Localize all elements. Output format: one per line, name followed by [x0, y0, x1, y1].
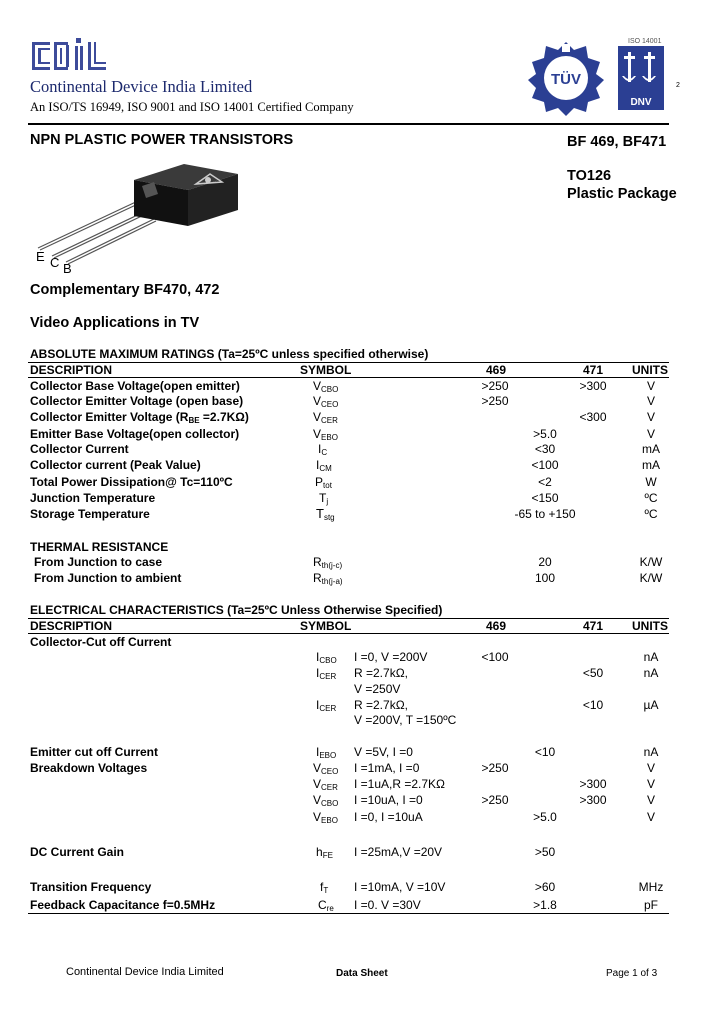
symbol-letter: T: [319, 491, 327, 505]
symbol-letter: V: [313, 761, 322, 775]
row-symbol: [316, 458, 332, 476]
row-symbol: [313, 571, 343, 589]
abs-max-rule-header: [28, 377, 669, 378]
thermal-heading: THERMAL RESISTANCE: [30, 540, 169, 554]
symbol-letter: P: [315, 475, 324, 489]
symbol-letter: V: [313, 427, 322, 441]
value-unit: V: [646, 394, 655, 408]
table-row: [30, 845, 124, 859]
table-row: [30, 442, 129, 456]
symbol-letter: I: [316, 698, 320, 712]
symbol-subscript: EBO: [321, 816, 338, 825]
iso-label: ISO 14001: [628, 38, 662, 45]
pin-label-e: E: [36, 249, 45, 264]
test-condition: I =0, I =10uA: [354, 810, 423, 824]
value-471: >300: [579, 793, 607, 807]
symbol-letter: h: [316, 845, 323, 859]
test-condition: I =1uA,R =2.7KΩ: [354, 777, 446, 791]
row-description: Collector Current: [30, 442, 129, 456]
symbol-letter: I: [316, 458, 320, 472]
symbol-subscript: C: [321, 448, 328, 457]
symbol-subscript: FE: [322, 851, 333, 860]
value-unit: V: [646, 810, 655, 824]
elec-col-471: 471: [583, 619, 604, 633]
symbol-subscript: CBO: [321, 799, 339, 808]
test-condition: I =10uA, I =0: [354, 793, 423, 807]
table-row: [34, 571, 181, 585]
abs-col-471: 471: [583, 363, 604, 377]
table-row: [34, 555, 162, 569]
value-shared: <100: [531, 458, 559, 472]
test-condition: R =2.7kΩ,: [354, 666, 408, 680]
symbol-subscript: re: [326, 904, 334, 913]
value-471: <50: [582, 666, 604, 680]
value-unit: K/W: [639, 555, 663, 569]
value-shared: <30: [534, 442, 556, 456]
elec-col-units: UNITS: [632, 619, 668, 633]
elec-col-469: 469: [486, 619, 507, 633]
value-shared: -65 to +150: [514, 507, 576, 521]
table-row: [30, 745, 158, 759]
value-unit: MHz: [638, 880, 664, 894]
row-description: From Junction to ambient: [34, 571, 182, 585]
value-unit: mA: [642, 442, 660, 456]
row-description: Collector Emitter Voltage (open base): [30, 394, 244, 408]
marks-index: 2: [676, 82, 680, 89]
test-condition: R =2.7kΩ,: [354, 698, 408, 712]
value-unit: V: [646, 761, 655, 775]
test-condition: I =10mA, V =10V: [354, 880, 446, 894]
symbol-letter: I: [316, 666, 320, 680]
package-type: TO126: [567, 168, 612, 184]
table-row: [30, 379, 240, 393]
value-unit: K/W: [639, 571, 663, 585]
abs-col-469: 469: [486, 363, 507, 377]
value-shared: >5.0: [533, 427, 557, 441]
value-471: <10: [582, 698, 604, 712]
value-unit: ºC: [644, 507, 658, 521]
row-description: Collector Base Voltage(open emitter): [30, 379, 240, 393]
elec-col-description: DESCRIPTION: [30, 619, 113, 633]
row-symbol: [313, 810, 338, 828]
symbol-subscript: tot: [323, 481, 332, 490]
symbol-subscript: CEO: [321, 767, 339, 776]
abs-max-heading: ABSOLUTE MAXIMUM RATINGS (Ta=25ºC unless specified otherwise): [30, 347, 429, 361]
row-description: Emitter cut off Current: [30, 745, 159, 759]
footer-doc-type: Data Sheet: [336, 968, 388, 979]
row-description: Junction Temperature: [30, 491, 156, 505]
row-symbol: [320, 880, 328, 898]
value-shared: <2: [538, 475, 552, 489]
test-condition: I =0. V =30V: [354, 898, 421, 912]
table-row: Collector Emitter Voltage $(R_{BE} =2.7K\Omega)$: [30, 410, 249, 425]
value-unit: nA: [643, 745, 659, 759]
table-row: [30, 491, 155, 505]
breakdown-heading: Breakdown Voltages: [30, 761, 148, 775]
symbol-subscript: CER: [319, 704, 337, 713]
symbol-subscript: stg: [323, 513, 335, 522]
applications: Video Applications in TV: [30, 315, 200, 331]
tuv-label: TÜV: [551, 71, 581, 88]
symbol-subscript: CM: [319, 464, 332, 473]
row-description: DC Current Gain: [30, 845, 125, 859]
value-469: >250: [481, 793, 509, 807]
abs-col-units: UNITS: [632, 363, 668, 377]
symbol-subscript: T: [323, 886, 329, 895]
symbol-letter: I: [318, 442, 322, 456]
symbol-subscript: EBO: [319, 751, 337, 760]
value-shared: >50: [534, 845, 556, 859]
symbol-letter: f: [320, 880, 324, 894]
tuv-certification-seal: [528, 40, 604, 121]
symbol-subscript: CBO: [321, 385, 339, 394]
value-unit: nA: [643, 650, 659, 664]
value-unit: µA: [643, 698, 659, 712]
value-shared: >1.8: [533, 898, 557, 912]
elec-rule-bottom: [28, 913, 669, 914]
header-rule: [28, 123, 669, 125]
symbol-letter: V: [313, 793, 322, 807]
test-condition: V =5V, I =0: [354, 745, 413, 759]
table-row: [30, 898, 215, 912]
pin-label-c: C: [50, 255, 60, 270]
value-unit: W: [645, 475, 657, 489]
dnv-certification-mark: [618, 38, 666, 110]
value-unit: ºC: [644, 491, 658, 505]
symbol-letter: V: [313, 410, 322, 424]
test-condition: I =25mA,V =20V: [354, 845, 443, 859]
abs-col-symbol: SYMBOL: [300, 363, 352, 377]
symbol-subscript: j: [326, 497, 329, 506]
value-469: <100: [481, 650, 509, 664]
value-unit: mA: [642, 458, 660, 472]
elec-heading: ELECTRICAL CHARACTERISTICS (Ta=25ºC Unless Otherwise Specified): [30, 603, 443, 617]
rbe-subscript: BE: [188, 416, 200, 425]
value-unit: V: [646, 777, 655, 791]
row-description: From Junction to case: [34, 555, 163, 569]
thermal-value: 100: [534, 571, 556, 585]
value-shared: >60: [534, 880, 556, 894]
value-469: >250: [481, 761, 509, 775]
row-symbol: [316, 845, 333, 863]
symbol-letter: C: [318, 898, 327, 912]
test-condition: I =1mA, I =0: [354, 761, 420, 775]
symbol-letter: T: [316, 506, 324, 521]
value-469: >250: [481, 379, 509, 393]
symbol-subscript: CER: [321, 783, 338, 792]
value-469: >250: [481, 394, 509, 408]
value-shared: <150: [531, 491, 559, 505]
thermal-value: 20: [538, 555, 552, 569]
company-logo: [28, 36, 124, 81]
elec-col-symbol: SYMBOL: [300, 619, 352, 633]
table-row: [30, 427, 239, 441]
symbol-letter: V: [313, 379, 322, 393]
symbol-letter: V: [313, 394, 322, 408]
dnv-label: DNV: [618, 96, 664, 110]
cutoff-heading: Collector-Cut off Current: [30, 635, 172, 649]
row-description: Collector current (Peak Value): [30, 458, 201, 472]
symbol-letter: V: [313, 777, 322, 791]
row-description: Transition Frequency: [30, 880, 152, 894]
certification-line: An ISO/TS 16949, ISO 9001 and ISO 14001 Certified Company: [30, 100, 354, 114]
value-unit: pF: [643, 898, 658, 912]
symbol-letter: V: [313, 810, 322, 824]
symbol-subscript: CEO: [321, 400, 339, 409]
row-symbol: [313, 793, 338, 811]
symbol-subscript: EBO: [321, 433, 338, 442]
test-condition-2: V =250V: [354, 682, 401, 696]
value-471: <300: [579, 410, 607, 424]
table-row: [30, 880, 151, 894]
table-row: [30, 475, 233, 489]
value-unit: nA: [643, 666, 659, 680]
footer-page: Page 1 of 3: [606, 968, 658, 979]
row-symbol: [316, 666, 336, 684]
value-unit: V: [646, 427, 655, 441]
table-row: [30, 507, 150, 521]
package-description: Plastic Package: [567, 186, 677, 202]
company-name: Continental Device India Limited: [30, 77, 253, 96]
page-title: NPN PLASTIC POWER TRANSISTORS: [30, 132, 294, 148]
row-description: Feedback Capacitance f=0.5MHz: [30, 898, 216, 912]
value-unit: V: [646, 379, 655, 393]
row-description: Storage Temperature: [30, 507, 150, 521]
footer-company: Continental Device India Limited: [66, 966, 224, 978]
value-471: >300: [579, 379, 607, 393]
value-shared: >5.0: [533, 810, 557, 824]
symbol-subscript: CER: [321, 416, 338, 425]
symbol-subscript: th(j-a): [321, 577, 343, 586]
symbol-letter: R: [313, 555, 322, 569]
part-numbers: BF 469, BF471: [567, 134, 667, 150]
test-condition-2: V =200V, T =150ºC: [354, 713, 457, 727]
row-symbol: [313, 410, 338, 428]
row-symbol: [316, 698, 336, 716]
elec-rule-header: [28, 633, 669, 634]
symbol-letter: R: [313, 571, 322, 585]
abs-col-description: DESCRIPTION: [30, 363, 113, 377]
test-condition: I =0, V =200V: [354, 650, 428, 664]
value-unit: V: [646, 793, 655, 807]
value-shared: <10: [534, 745, 556, 759]
row-symbol: [316, 507, 335, 525]
value-471: >300: [579, 777, 607, 791]
symbol-subscript: th(j-c): [321, 561, 343, 570]
symbol-subscript: CBO: [319, 656, 337, 665]
symbol-subscript: CER: [319, 672, 337, 681]
row-description: Emitter Base Voltage(open collector): [30, 427, 240, 441]
table-row: [30, 394, 243, 408]
symbol-letter: I: [316, 745, 320, 759]
pin-label-b: B: [63, 261, 72, 276]
symbol-letter: I: [316, 650, 320, 664]
value-unit: V: [646, 410, 655, 424]
table-row: [30, 458, 201, 472]
row-description: Total Power Dissipation@ Tc=110ºC: [30, 475, 233, 489]
complementary-parts: Complementary BF470, 472: [30, 282, 220, 298]
